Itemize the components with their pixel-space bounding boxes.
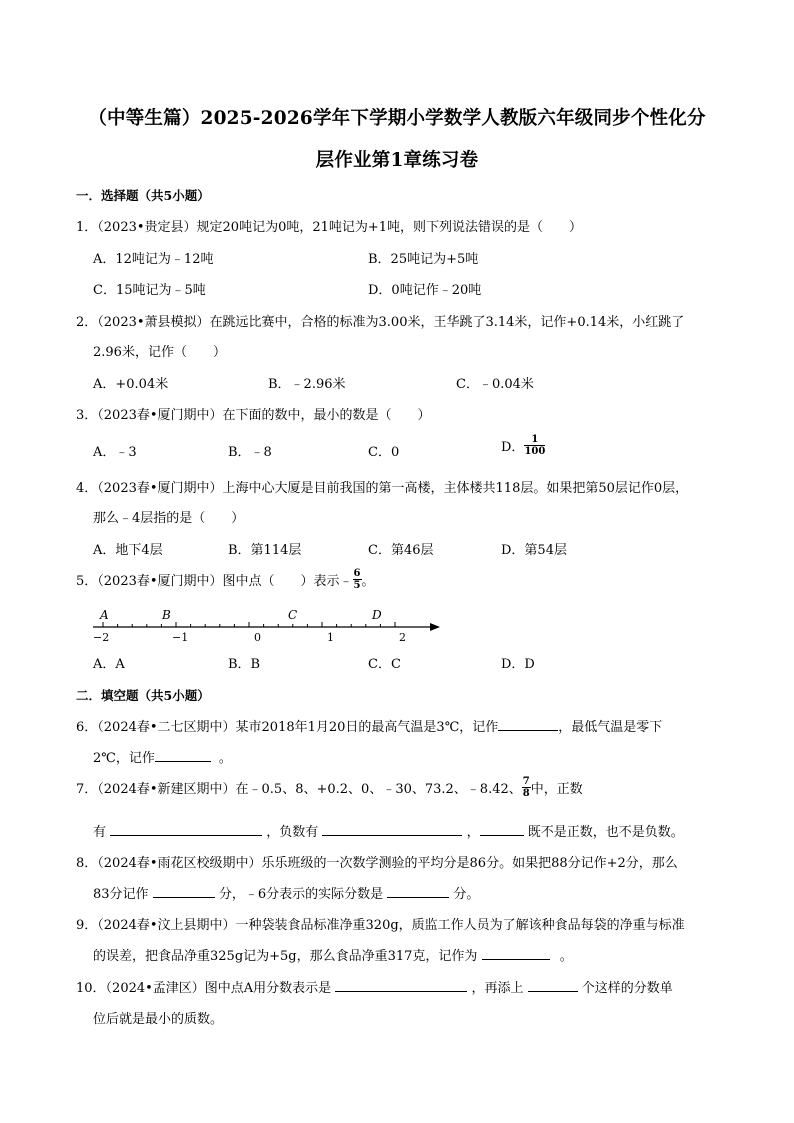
question-number: 2．	[76, 315, 98, 330]
question-text: 2℃，记作	[93, 751, 155, 766]
answer-blank[interactable]	[480, 823, 524, 836]
question-text: 。	[218, 751, 232, 766]
question-2	[76, 311, 684, 330]
question-text: 的误差，把食品净重325g记为+5g，那么食品净重317克，记作为	[93, 949, 478, 964]
tick-label-0: 0	[254, 631, 261, 643]
question-9-line-2	[93, 945, 573, 964]
question-number: 8．	[76, 856, 98, 871]
question-3	[76, 404, 431, 423]
option-a: A．12吨记为﹣12吨	[93, 252, 214, 267]
question-10	[76, 977, 673, 996]
fraction	[522, 776, 531, 799]
question-number: 4．	[76, 481, 98, 496]
question-text: （2024春•汶上县期中）一种袋装食品标准净重320g，质监工作人员为了解该种食品每袋的净重与标准	[97, 918, 685, 933]
question-text: （2024•孟津区）图中点A用分数表示是	[105, 981, 332, 996]
answer-blank[interactable]	[482, 947, 550, 960]
question-text: （2023•贵定县）规定20吨记为0吨，21吨记为+1吨，则下列说法错误的是（ ）	[97, 220, 583, 235]
fraction	[353, 568, 362, 591]
question-text: 个这样的分数单	[581, 981, 673, 996]
option-d-label: D．	[501, 440, 525, 455]
tick-label-2: 2	[399, 631, 406, 643]
question-text: 既不是正数，也不是负数。	[527, 825, 684, 840]
answer-blank[interactable]	[335, 979, 467, 992]
answer-blank[interactable]	[110, 823, 262, 836]
question-8-line-2	[93, 883, 479, 902]
option-d: D．第54层	[501, 543, 567, 558]
question-2-line-2: 2.96米，记作（ ）	[93, 345, 226, 360]
question-number: 3．	[76, 408, 98, 423]
question-text: 有	[93, 825, 107, 840]
fraction-numerator: 1	[524, 434, 545, 446]
option-d: D．D	[501, 657, 535, 672]
option-c: C．C	[368, 657, 401, 672]
question-text: （2024春•二七区期中）某市2018年1月20日的最高气温是3℃，记作	[97, 720, 499, 735]
tick-label-1: 1	[327, 631, 334, 643]
question-text: ，再添上	[471, 981, 524, 996]
option-b: B．﹣8	[228, 445, 272, 460]
question-text: 分，﹣6分表示的实际分数是	[218, 887, 384, 902]
question-text: 中，正数	[530, 782, 583, 797]
question-text: ，	[466, 825, 480, 840]
answer-blank[interactable]	[528, 979, 578, 992]
question-6-line-2	[93, 747, 232, 766]
fraction-denominator: 5	[353, 580, 361, 591]
fraction-denominator: 100	[524, 446, 546, 457]
tick-label-neg1: −1	[172, 631, 189, 643]
option-c: C．﹣0.04米	[456, 377, 534, 392]
question-9	[76, 914, 685, 933]
question-text: ，负数有	[266, 825, 319, 840]
question-text: （2023•萧县模拟）在跳远比赛中，合格的标准为3.00米，王华跳了3.14米，记作+0.14米，小红跳了	[97, 315, 685, 330]
option-c: C．15吨记为﹣5吨	[93, 283, 206, 298]
question-number: 1．	[76, 220, 98, 235]
question-8	[76, 852, 678, 871]
question-text: （2023春•厦门期中）在下面的数中，最小的数是（ ）	[97, 408, 431, 423]
question-number: 5．	[76, 574, 98, 589]
number-line-arrow	[430, 623, 440, 631]
section-choice-heading: 一．选择题（共5小题）	[76, 188, 210, 203]
question-text: （2024春•雨花区校级期中）乐乐班级的一次数学测验的平均分是86分。如果把88分记作+2分，那么	[97, 856, 678, 871]
option-a: A．地下4层	[93, 543, 163, 558]
point-label-c: C	[288, 608, 298, 622]
title-line-2: 层作业第1章练习卷	[315, 150, 479, 171]
section-fill-heading: 二．填空题（共5小题）	[76, 688, 210, 703]
question-text: ，最低气温是零下	[558, 720, 663, 735]
option-a: A．+0.04米	[93, 377, 169, 392]
answer-blank[interactable]	[498, 718, 558, 731]
option-d	[501, 434, 545, 457]
answer-blank[interactable]	[322, 823, 462, 836]
fraction	[524, 434, 545, 457]
option-a: A．﹣3	[93, 445, 137, 460]
question-text: （2024春•新建区期中）在﹣0.5、8、+0.2、0、﹣30、73.2、﹣8.42、	[97, 782, 522, 797]
answer-blank[interactable]	[387, 885, 449, 898]
question-10-line-2: 位后就是最小的质数。	[93, 1012, 224, 1027]
fraction-denominator: 8	[522, 788, 530, 799]
tick-label-neg2: −2	[93, 631, 110, 643]
fraction-numerator: 6	[353, 568, 361, 579]
option-b: B．第114层	[228, 543, 302, 558]
question-text-end: 。	[361, 574, 375, 589]
point-label-b: B	[162, 608, 171, 622]
question-7-line-2	[93, 821, 684, 840]
question-text: （2023春•厦门期中）上海中心大厦是目前我国的第一高楼，主体楼共118层。如果把第50层记作0层，	[97, 481, 689, 496]
question-text: 83分记作	[93, 887, 149, 902]
number-line	[88, 603, 448, 643]
question-text: 分。	[453, 887, 480, 902]
option-c: C．0	[368, 445, 400, 460]
fraction-numerator: 7	[522, 776, 530, 787]
point-label-a: A	[100, 608, 109, 622]
question-4-line-2: 那么﹣4层指的是（ ）	[93, 511, 245, 526]
title-line-1: （中等生篇）2025-2026学年下学期小学数学人教版六年级同步个性化分	[88, 108, 706, 129]
question-6	[76, 716, 662, 735]
number-line-ticks	[103, 622, 395, 627]
option-b: B．﹣2.96米	[268, 377, 346, 392]
question-number: 9．	[76, 918, 98, 933]
option-a: A．A	[93, 657, 125, 672]
question-4	[76, 477, 688, 496]
question-5	[76, 568, 375, 591]
question-number: 6．	[76, 720, 98, 735]
question-number: 10．	[76, 981, 106, 996]
option-b: B．B	[228, 657, 261, 672]
option-b: B．25吨记为+5吨	[368, 252, 479, 267]
answer-blank[interactable]	[155, 749, 211, 762]
question-text: 。	[559, 949, 573, 964]
question-text: （2023春•厦门期中）图中点（ ）表示﹣	[97, 574, 353, 589]
question-7	[76, 776, 583, 799]
question-number: 7．	[76, 782, 98, 797]
question-1	[76, 216, 582, 235]
option-c: C．第46层	[368, 543, 434, 558]
answer-blank[interactable]	[153, 885, 215, 898]
point-label-d: D	[372, 608, 382, 622]
option-d: D．0吨记作﹣20吨	[368, 283, 482, 298]
